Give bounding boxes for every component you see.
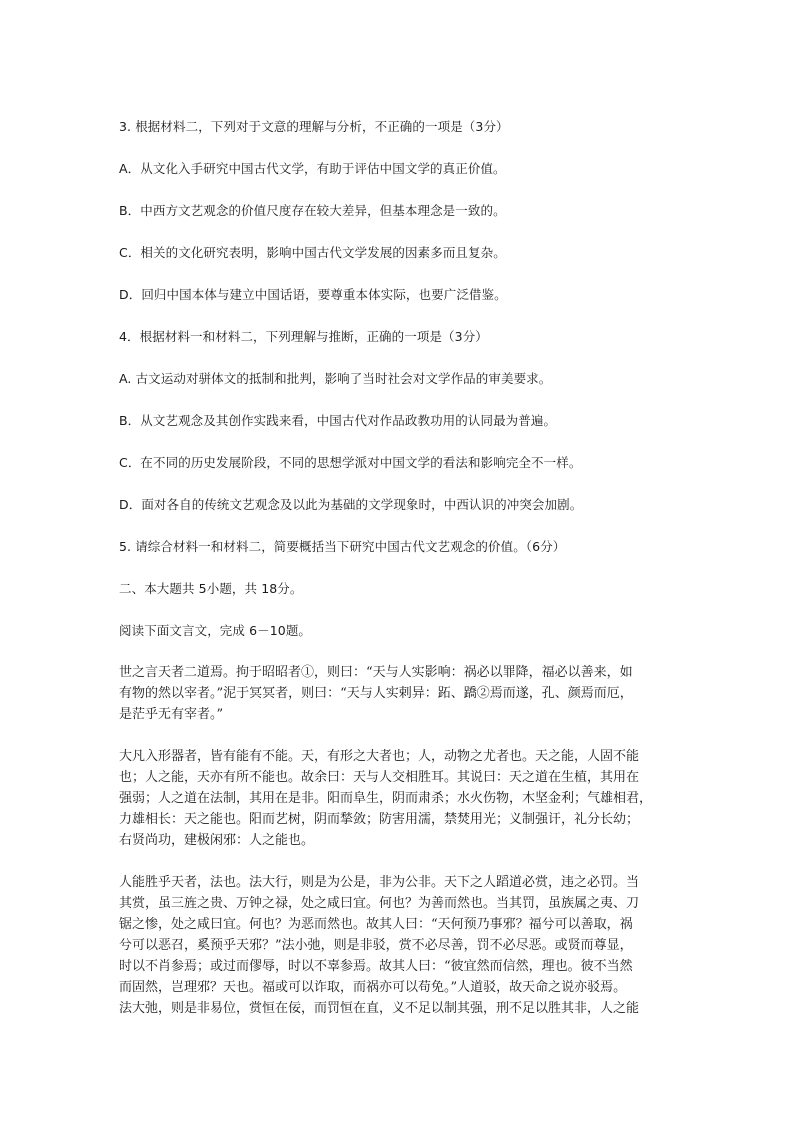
passage-line: 法大弛，则是非易位，赏恒在佞，而罚恒在直，义不足以制其强，刑不足以胜其非，人之能 bbox=[119, 1001, 640, 1016]
passage-line: 世之言天者二道焉。拘于昭昭者①，则曰：“天与人实影响：祸必以罪降，福必以善来，如 bbox=[119, 665, 633, 680]
passage-line: 是茫乎无有宰者。” bbox=[119, 707, 224, 722]
question-3-option-d: D．回归中国本体与建立中国话语，要尊重本体实际，也要广泛借鉴。 bbox=[119, 287, 507, 302]
section-2-instruction: 阅读下面文言文，完成 6－10题。 bbox=[119, 623, 312, 638]
passage-line: 也；人之能，天亦有所不能也。故余曰：天与人交相胜耳。其说曰：天之道在生植，其用在 bbox=[119, 770, 640, 785]
passage-paragraph-1 bbox=[119, 662, 681, 725]
passage-line: 强弱；人之道在法制，其用在是非。阳而阜生，阴而肃杀；水火伤物，木坚金利；气雄相君， bbox=[119, 791, 653, 806]
question-4-option-a: A. 古文运动对骈体文的抵制和批判，影响了当时社会对文学作品的审美要求。 bbox=[119, 371, 552, 386]
passage-line: 兮可以恶召，奚预乎天邪？”法小弛，则是非驳，赏不必尽善，罚不必尽恶。或贤而尊显， bbox=[119, 938, 633, 953]
passage-line: 人能胜乎天者，法也。法大行，则是为公是，非为公非。天下之人蹈道必赏，违之必罚。当 bbox=[119, 875, 640, 890]
passage-line: 时以不肖参焉；或过而僇辱，时以不辜参焉。故其人曰：“彼宜然而信然，理也。彼不当然 bbox=[119, 959, 633, 974]
passage-paragraph-2 bbox=[119, 746, 681, 851]
question-3-option-a: A．从文化入手研究中国古代文学，有助于评估中国文学的真正价值。 bbox=[119, 161, 506, 176]
section-2-heading: 二、本大题共 5小题，共 18分。 bbox=[119, 581, 303, 596]
passage-line: 有物的然以宰者。”泥于冥冥者，则曰：“天与人实剌异：跖、蹻②焉而遂，孔、颜焉而厄， bbox=[119, 686, 633, 701]
passage-line: 右贤尚功，建极闲邪：人之能也。 bbox=[119, 833, 315, 848]
question-4-option-c: C．在不同的历史发展阶段，不同的思想学派对中国文学的看法和影响完全不一样。 bbox=[119, 455, 582, 470]
question-5-stem: 5. 请综合材料一和材料二，简要概括当下研究中国古代文艺观念的价值。（6分） bbox=[119, 539, 566, 554]
passage-line: 而固然，岂理邪？天也。福或可以诈取，而祸亦可以苟免。”人道驳，故天命之说亦驳焉。 bbox=[119, 980, 627, 995]
question-4-option-b: B．从文艺观念及其创作实践来看，中国古代对作品政教功用的认同最为普遍。 bbox=[119, 413, 557, 428]
passage-line: 大凡入形器者，皆有能有不能。天，有形之大者也；人，动物之尤者也。天之能，人固不能 bbox=[119, 749, 640, 764]
passage-line: 力雄相长：天之能也。阳而艺树，阴而揫敛；防害用濡，禁焚用光；义制强讦，礼分长幼； bbox=[119, 812, 640, 827]
question-3-option-b: B．中西方文艺观念的价值尺度存在较大差异，但基本理念是一致的。 bbox=[119, 203, 506, 218]
question-4-option-d: D．面对各自的传统文艺观念及以此为基础的文学现象时，中西认识的冲突会加剧。 bbox=[119, 497, 583, 512]
question-3-stem: 3. 根据材料二，下列对于文意的理解与分析，不正确的一项是（3分） bbox=[119, 119, 509, 134]
passage-line: 其赏，虽三旌之贵、万钟之禄，处之咸曰宜。何也？为善而然也。当其罚，虽族属之夷、刀 bbox=[119, 896, 640, 911]
passage-line: 锯之惨，处之咸曰宜。何也？为恶而然也。故其人曰：“天何预乃事邪？福兮可以善取，祸 bbox=[119, 917, 633, 932]
passage-paragraph-3 bbox=[119, 872, 681, 1019]
question-4-stem: 4．根据材料一和材料二，下列理解与推断，正确的一项是（3分） bbox=[119, 329, 488, 344]
question-3-option-c: C．相关的文化研究表明，影响中国古代文学发展的因素多而且复杂。 bbox=[119, 245, 506, 260]
